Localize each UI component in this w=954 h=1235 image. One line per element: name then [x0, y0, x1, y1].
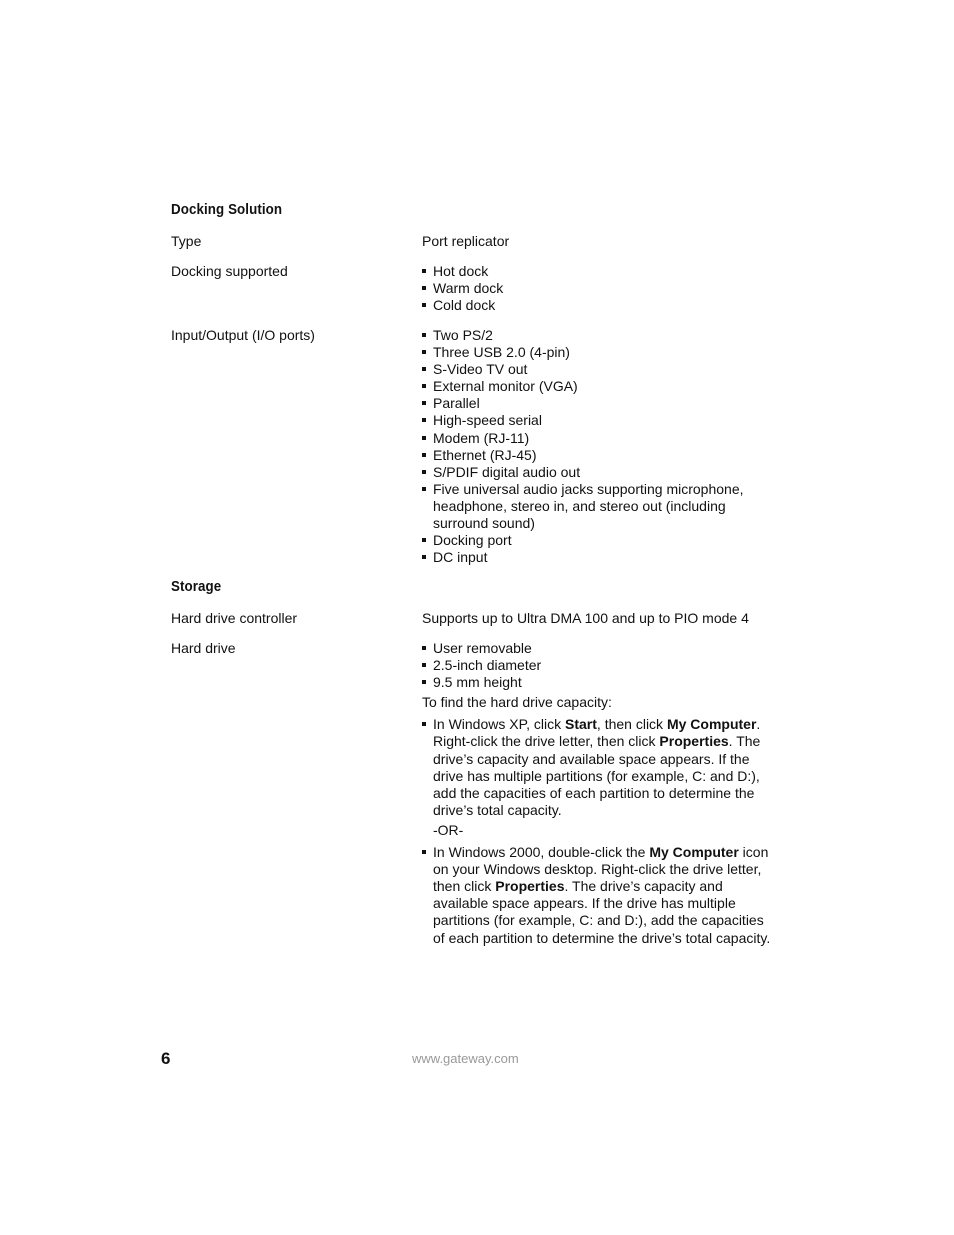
list-item: Two PS/2 — [422, 327, 782, 344]
docking-supported-label: Docking supported — [171, 263, 288, 279]
list-item: S-Video TV out — [422, 361, 782, 378]
list-item: Five universal audio jacks supporting microphone, headphone, stereo in, and stereo out (including surround sound) — [422, 481, 763, 532]
find-capacity-intro: To find the hard drive capacity: — [422, 694, 612, 711]
hard-drive-controller-label: Hard drive controller — [171, 610, 298, 626]
list-item: Ethernet (RJ-45) — [422, 447, 782, 464]
type-label: Type — [171, 233, 202, 249]
list-item: 9.5 mm height — [422, 674, 782, 691]
section-heading-storage: Storage — [171, 579, 222, 595]
list-item: Warm dock — [422, 280, 782, 297]
hard-drive-label: Hard drive — [171, 640, 236, 656]
list-item: S/PDIF digital audio out — [422, 464, 782, 481]
io-ports-list-wrap — [422, 327, 782, 566]
list-item: DC input — [422, 549, 782, 566]
list-item: Cold dock — [422, 297, 782, 314]
hard-drive-details — [422, 640, 782, 947]
windows-xp-instructions: In Windows XP, click Start, then click My Computer. Right-click the drive letter, then click Properties. The drive’s capacity and available space appears. If the drive has multiple partitions (for example, C: and D:), add the capacities of each partition to determine the drive’s total capacity. — [422, 716, 770, 819]
hard-drive-list — [422, 640, 782, 691]
type-value: Port replicator — [422, 233, 510, 249]
list-item: User removable — [422, 640, 782, 657]
docking-supported-list — [422, 263, 782, 314]
list-item: Modem (RJ-11) — [422, 430, 782, 447]
windows-2000-instructions: In Windows 2000, double-click the My Computer icon on your Windows desktop. Right-click the drive letter, then click Properties. The drive’s capacity and available space appears. If the drive has multiple partitions (for example, C: and D:), add the capacities of each partition to determine the drive’s total capacity. — [422, 844, 772, 947]
capacity-steps-list-2 — [422, 844, 772, 947]
list-item: 2.5-inch diameter — [422, 657, 782, 674]
list-item: Three USB 2.0 (4-pin) — [422, 344, 782, 361]
io-ports-list — [422, 327, 782, 566]
hard-drive-controller-value: Supports up to Ultra DMA 100 and up to PIO mode 4 — [422, 610, 749, 626]
list-item: Hot dock — [422, 263, 782, 280]
section-heading-docking: Docking Solution — [171, 202, 283, 218]
docking-supported-list-wrap — [422, 263, 782, 314]
list-item: High-speed serial — [422, 412, 782, 429]
capacity-steps-list — [422, 716, 770, 819]
list-item: External monitor (VGA) — [422, 378, 782, 395]
list-item: Parallel — [422, 395, 782, 412]
io-ports-label: Input/Output (I/O ports) — [171, 327, 315, 343]
list-item: Docking port — [422, 532, 782, 549]
footer-url: www.gateway.com — [412, 1051, 519, 1066]
or-separator: -OR- — [433, 821, 464, 838]
page-number: 6 — [161, 1049, 171, 1068]
